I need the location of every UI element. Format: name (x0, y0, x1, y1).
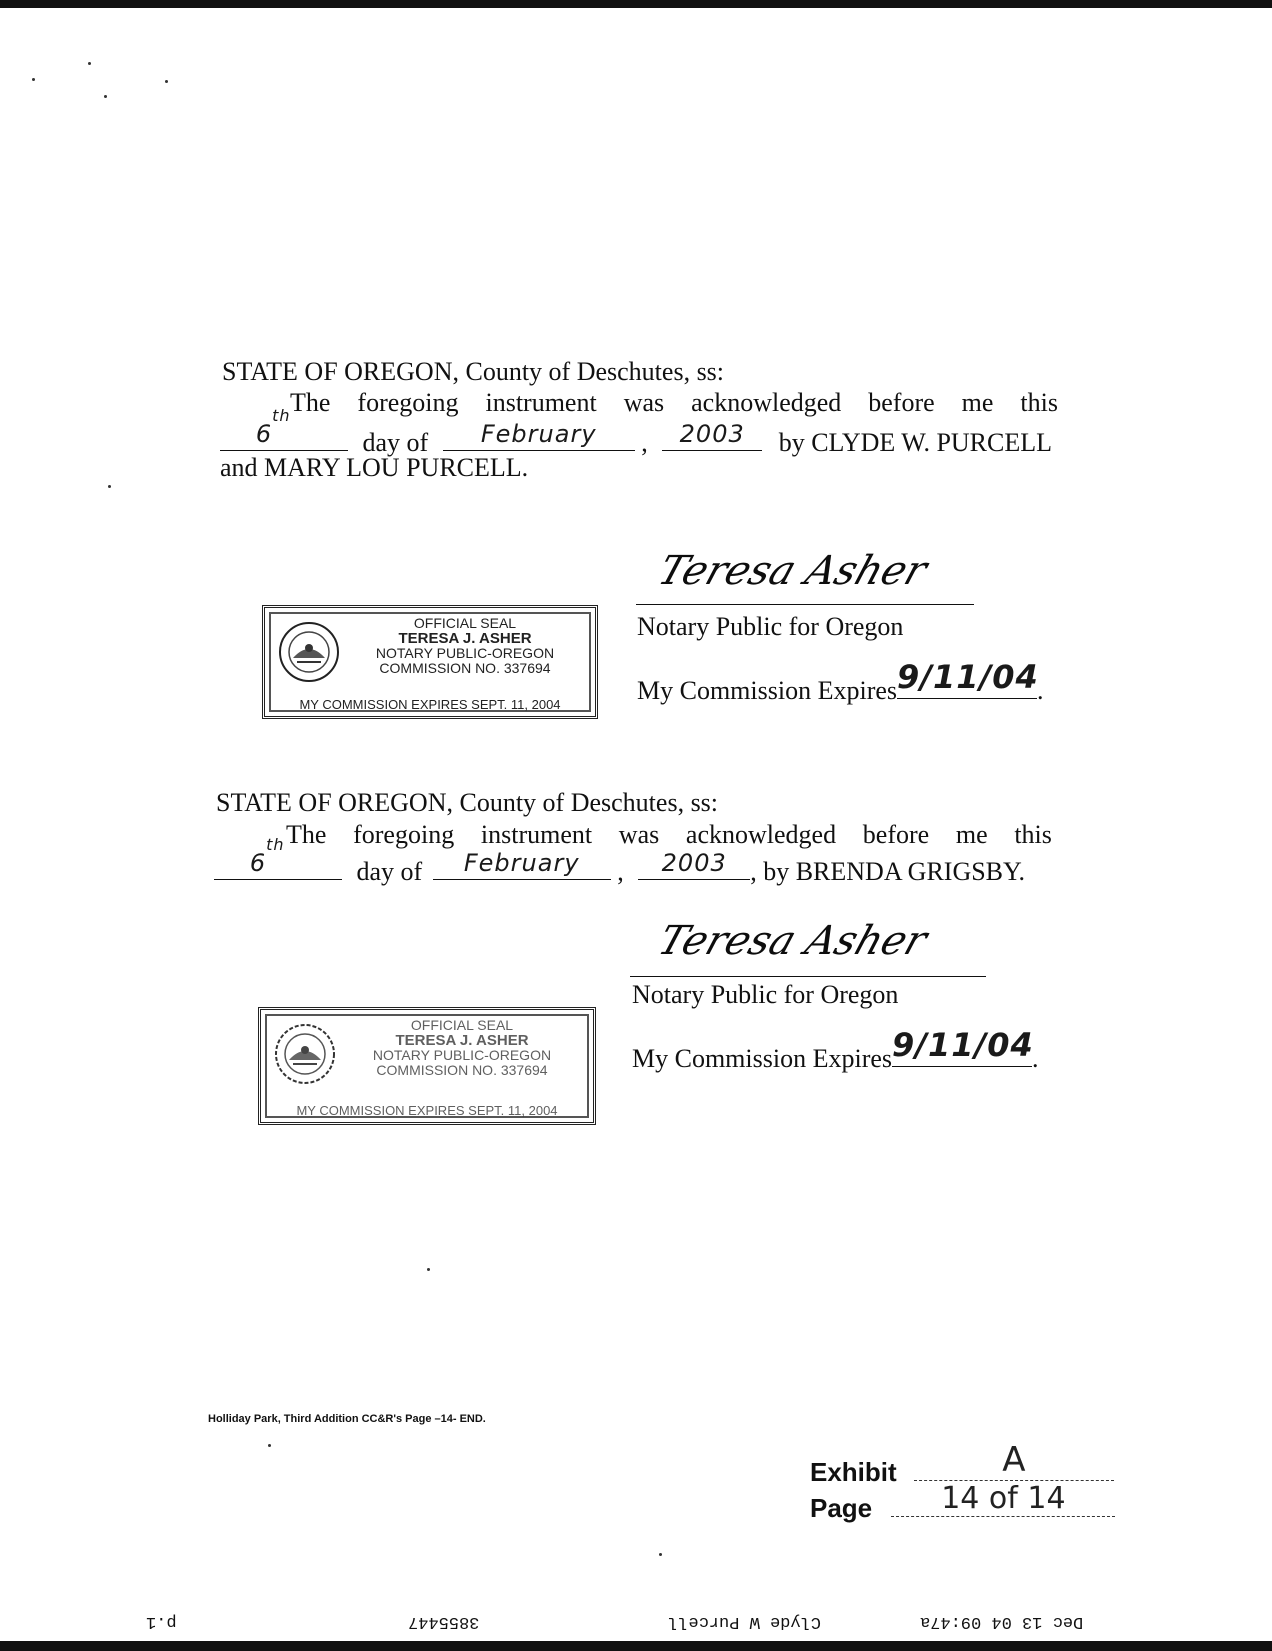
ack1-heading: STATE OF OREGON, County of Deschutes, ss: (222, 357, 725, 386)
ack1-day-blank (220, 406, 348, 451)
ack2-word: instrument (480, 820, 593, 849)
ack2-day-value: 6 th (249, 835, 285, 877)
ack1-word: instrument (485, 388, 597, 417)
seal-notary-type: NOTARY PUBLIC-OREGON (375, 645, 555, 661)
ack2-by-text: , by BRENDA GRIGSBY. (750, 857, 1025, 886)
seal-commission-no: COMMISSION NO. 337694 (379, 660, 551, 676)
ack1-year-blank (662, 420, 762, 451)
seal-text-2 (341, 1018, 583, 1078)
fax-page: p.1 (146, 1612, 177, 1631)
scan-bottom-edge (0, 1641, 1272, 1651)
ack2-word: me (955, 820, 988, 849)
notary2-signature: Teresa Asher (652, 918, 933, 964)
ack2-day-of: day of (356, 857, 423, 886)
ack1-day-of: day of (362, 428, 429, 457)
ack1-word: before (868, 388, 935, 417)
ack2-word: this (1014, 820, 1052, 849)
seal-notary-type: NOTARY PUBLIC-OREGON (372, 1047, 552, 1063)
notary2-title: Notary Public for Oregon (632, 980, 899, 1009)
exhibit-page-blank (891, 1481, 1115, 1517)
notary1-expires-blank (897, 658, 1039, 699)
seal-text-1 (345, 616, 585, 676)
seal-notary-name: TERESA J. ASHER (398, 630, 532, 647)
ack1-month-value: February (480, 420, 597, 448)
ack1-line3: and MARY LOU PURCELL. (220, 453, 529, 482)
ack2-line1 (286, 820, 1052, 850)
ack2-year-blank (638, 849, 750, 880)
notary1-signature: Teresa Asher (652, 548, 933, 594)
ack2-day-blank (214, 835, 342, 880)
ack1-word: The (290, 388, 331, 417)
notary2-expires-blank (892, 1026, 1034, 1067)
scan-speck (659, 1553, 662, 1556)
scan-speck (108, 485, 111, 488)
ack1-month-blank (443, 420, 635, 451)
ack1-word: this (1020, 388, 1058, 417)
exhibit-value: A (1002, 1440, 1026, 1480)
seal-title: OFFICIAL SEAL (410, 1017, 514, 1033)
ack2-line2: 6 th day of February , 2003 , by BRENDA GRIGSBY. (214, 853, 1025, 887)
notary-seal-2 (258, 1007, 596, 1125)
ack1-word: acknowledged (691, 388, 842, 417)
notary-seal-1 (262, 605, 598, 719)
notary1-signature-line (636, 604, 974, 605)
exhibit-page-line (810, 1481, 1115, 1524)
state-seal-icon (273, 1022, 337, 1086)
notary2-expires-label: My Commission Expires (632, 1044, 893, 1073)
scan-top-edge (0, 0, 1272, 8)
exhibit-label: Exhibit (810, 1457, 897, 1487)
scan-speck (427, 1268, 430, 1271)
ack2-heading: STATE OF OREGON, County of Deschutes, ss: (216, 788, 719, 817)
ack2-word: foregoing (353, 820, 455, 849)
state-seal-icon (277, 620, 341, 684)
ack1-word: me (961, 388, 994, 417)
notary2-expires-value: 9/11/04 (892, 1026, 1034, 1064)
notary1-expires-value: 9/11/04 (897, 658, 1039, 696)
ack2-word: was (618, 820, 660, 849)
notary1-expires: My Commission Expires 9/11/04 . (637, 658, 1044, 705)
ack2-word: The (286, 820, 327, 849)
ack1-line1 (290, 388, 1058, 418)
ack2-month-blank (433, 849, 611, 880)
document-footer: Holliday Park, Third Addition CC&R's Page –14- END. (208, 1413, 486, 1425)
ack1-word: foregoing (357, 388, 459, 417)
notary2-signature-line (630, 976, 986, 977)
seal-notary-name: TERESA J. ASHER (395, 1032, 529, 1049)
ack1-day-value: 6 th (255, 406, 291, 448)
ack1-year-value: 2003 (679, 420, 745, 448)
ack2-year-value: 2003 (661, 849, 727, 877)
fax-number: 3855447 (408, 1612, 480, 1631)
ack2-word: acknowledged (685, 820, 837, 849)
notary1-expires-label: My Commission Expires (637, 676, 898, 705)
notary1-title: Notary Public for Oregon (637, 612, 904, 641)
seal-expiry: MY COMMISSION EXPIRES SEPT. 11, 2004 (299, 697, 561, 712)
scan-speck (165, 80, 168, 83)
scan-speck (104, 95, 107, 98)
ack2-word: before (862, 820, 930, 849)
exhibit-page-value: 14 of 14 (941, 1481, 1066, 1516)
seal-expiry: MY COMMISSION EXPIRES SEPT. 11, 2004 (296, 1103, 558, 1118)
scan-speck (32, 78, 35, 81)
fax-sender: Clyde W Purcell (668, 1612, 822, 1631)
scan-speck (88, 62, 91, 65)
exhibit-page-label: Page (810, 1493, 873, 1523)
seal-title: OFFICIAL SEAL (413, 615, 517, 631)
ack1-word: was (623, 388, 665, 417)
exhibit-blank (914, 1440, 1114, 1481)
scan-speck (268, 1444, 271, 1447)
notary2-expires: My Commission Expires 9/11/04 . (632, 1026, 1039, 1073)
ack1-by-text: by CLYDE W. PURCELL (778, 428, 1053, 457)
ack1-line2: 6 th day of February , 2003 by CLYDE W. PURCELL (220, 424, 1052, 458)
ack2-month-value: February (463, 849, 580, 877)
seal-commission-no: COMMISSION NO. 337694 (376, 1062, 548, 1078)
fax-datetime: Dec 13 04 09:47a (920, 1612, 1084, 1631)
